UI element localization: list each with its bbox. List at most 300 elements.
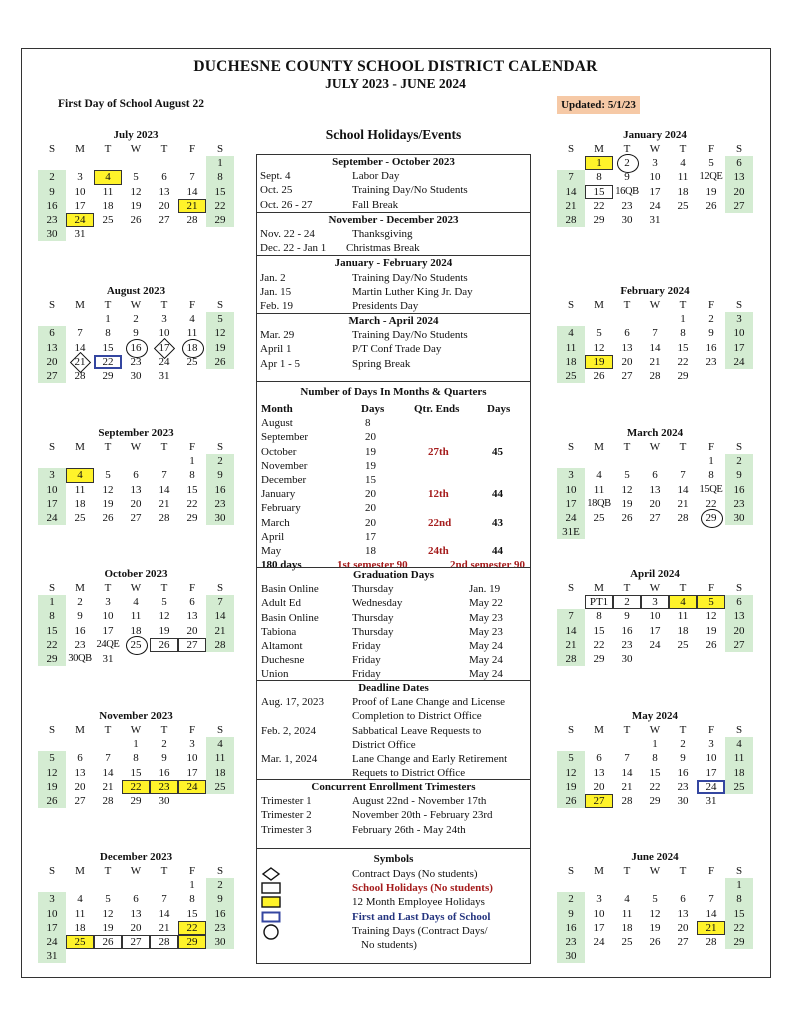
day-cell — [206, 227, 234, 241]
day-cell: 11 — [677, 171, 689, 184]
day-cell: 27 — [649, 511, 661, 524]
day-cell: 5 — [596, 327, 602, 340]
holiday-events-section — [257, 155, 530, 371]
quarter-end: 24th — [428, 544, 449, 557]
diamond-icon — [261, 867, 281, 881]
day-cell — [697, 525, 725, 539]
week-row — [38, 213, 234, 227]
week-row — [557, 935, 753, 949]
event-date: Oct. 25 — [260, 184, 293, 197]
weekday-label: W — [649, 582, 661, 594]
weekday-label: T — [679, 441, 687, 453]
weekday-label: T — [160, 865, 168, 877]
event-name: Training Day/No Students — [352, 271, 468, 284]
weekday-label: T — [160, 582, 168, 594]
day-cell: 20 — [38, 355, 66, 369]
day-cell: 5 — [652, 893, 658, 906]
day-cell: 6 — [133, 893, 139, 906]
day-cell: 25 — [122, 638, 150, 652]
weekday-label: M — [75, 724, 85, 736]
day-cell: 10 — [38, 907, 66, 921]
day-cell: 18 — [74, 921, 86, 934]
trimester-name: Trimester 1 — [261, 795, 312, 808]
day-cell: 29 — [130, 794, 142, 807]
quarter-end: 12th — [428, 488, 449, 501]
day-cell: 11 — [621, 907, 633, 920]
event-group — [257, 313, 530, 371]
day-cell: 26 — [206, 355, 234, 369]
day-cell: 17 — [186, 766, 198, 779]
day-cell: 11 — [725, 751, 753, 765]
day-cell — [725, 949, 753, 963]
day-cell — [697, 878, 725, 892]
day-cell: 17 — [557, 497, 585, 511]
week-row — [38, 312, 234, 326]
day-cell — [725, 213, 753, 227]
day-cell: 4 — [133, 596, 139, 609]
month-title: January 2024 — [623, 129, 687, 141]
day-cell — [725, 525, 753, 539]
day-cell: 16 — [158, 766, 170, 779]
symbol-training-row-2 — [257, 938, 530, 952]
day-cell: 16 — [621, 624, 633, 637]
event-group — [257, 255, 530, 313]
day-cell — [178, 227, 206, 241]
day-cell: 3 — [161, 313, 167, 326]
day-cell: 6 — [189, 596, 195, 609]
day-cell: 26 — [102, 511, 114, 524]
weekday-label: S — [735, 441, 743, 453]
event-name: Presidents Day — [352, 299, 419, 312]
day-cell: 23 — [725, 497, 753, 511]
weekday-label: T — [104, 582, 112, 594]
week-row — [38, 468, 234, 482]
day-cell: 30QB — [68, 652, 92, 664]
day-cell: 18 — [102, 199, 114, 212]
deadline-date: Feb. 2, 2024 — [261, 724, 316, 737]
day-cell: 24 — [178, 780, 206, 794]
day-cell — [94, 878, 122, 892]
day-cell: 14 — [621, 766, 633, 779]
day-cell: 11 — [593, 483, 605, 496]
day-cell: 16 — [725, 483, 753, 497]
day-cell: 25 — [557, 369, 585, 383]
day-cell: 5 — [38, 751, 66, 765]
week-row — [557, 780, 753, 794]
weekday-label: M — [594, 143, 604, 155]
day-cell: 17 — [649, 624, 661, 637]
day-cell: 15 — [593, 624, 605, 637]
day-cell: 12 — [102, 483, 114, 496]
weekday-label: W — [130, 582, 142, 594]
school-name: Altamont — [261, 639, 303, 652]
day-cell: 9 — [133, 327, 139, 340]
event-name: Thanksgiving — [352, 227, 413, 240]
week-row — [38, 355, 234, 369]
day-cell: 27 — [725, 199, 753, 213]
grad-date: May 24 — [469, 654, 503, 667]
day-cell: 16 — [74, 624, 86, 637]
week-row — [557, 454, 753, 468]
day-cell: 19 — [158, 624, 170, 637]
day-cell — [150, 156, 178, 170]
month-name: November — [261, 459, 308, 472]
month-days: 17 — [365, 530, 376, 543]
day-cell: 20 — [621, 355, 633, 368]
day-cell: 29 — [649, 794, 661, 807]
month-days: 8 — [365, 417, 371, 430]
weekday-label: M — [75, 143, 85, 155]
weekday-label: T — [160, 724, 168, 736]
month-days: 20 — [365, 516, 376, 529]
event-date: Apr 1 - 5 — [260, 357, 301, 370]
day-cell: 3 — [105, 596, 111, 609]
day-cell: 28 — [206, 638, 234, 652]
weekday-label: S — [48, 724, 56, 736]
weekday-label: T — [104, 143, 112, 155]
day-cell — [669, 213, 697, 227]
day-cell: 25 — [621, 935, 633, 948]
grad-date: May 23 — [469, 625, 503, 638]
month-name: August — [261, 417, 293, 430]
week-row — [557, 185, 753, 199]
day-cell: 18 — [74, 497, 86, 510]
weekday-label: M — [75, 441, 85, 453]
trimester-dates: February 26th - May 24th — [352, 823, 466, 836]
day-cell: 29 — [206, 213, 234, 227]
weekday-header — [557, 298, 753, 312]
week-row — [557, 624, 753, 638]
day-cell: 18 — [206, 766, 234, 780]
day-cell — [178, 156, 206, 170]
day-cell: 8 — [596, 610, 602, 623]
day-cell: 2 — [708, 313, 714, 326]
grad-date: May 23 — [469, 611, 503, 624]
weekday-label: W — [130, 143, 142, 155]
grad-date: May 24 — [469, 668, 503, 681]
day-cell: 4 — [77, 893, 83, 906]
day-cell: 27 — [725, 638, 753, 652]
weekday-label: W — [649, 724, 661, 736]
day-cell: 27 — [621, 369, 633, 382]
table-row — [257, 653, 530, 667]
weekday-label: M — [75, 299, 85, 311]
col-days-2: Days — [487, 403, 511, 415]
weekday-label: F — [188, 865, 196, 877]
weekday-header — [38, 440, 234, 454]
week-row — [557, 497, 753, 511]
day-cell: 7 — [557, 170, 585, 184]
day-cell: 24 — [557, 511, 585, 525]
day-cell — [697, 369, 725, 383]
grad-weekday: Friday — [352, 654, 381, 667]
day-cell: 12 — [557, 766, 585, 780]
day-cell — [94, 949, 122, 963]
day-cell — [613, 878, 641, 892]
week-row — [557, 892, 753, 906]
day-cell: 4 — [66, 468, 94, 482]
weekday-header — [557, 864, 753, 878]
day-cell: 6 — [596, 752, 602, 765]
day-cell: 13 — [649, 483, 661, 496]
month-name: February — [261, 502, 301, 515]
week-row — [38, 454, 234, 468]
day-cell: 10 — [74, 185, 86, 198]
day-cell: 29 — [593, 652, 605, 665]
day-cell: 21 — [66, 355, 94, 369]
day-cell — [94, 454, 122, 468]
week-row — [557, 595, 753, 609]
weekday-label: T — [623, 724, 631, 736]
day-cell: 9 — [557, 907, 585, 921]
week-row — [557, 156, 753, 170]
day-cell — [641, 878, 669, 892]
month-name: January — [261, 488, 296, 501]
day-cell: 25 — [206, 780, 234, 794]
day-cell: 3 — [38, 468, 66, 482]
day-cell: 25 — [186, 355, 198, 368]
day-cell: 13 — [621, 341, 633, 354]
day-cell — [150, 227, 178, 241]
weekday-label: S — [216, 865, 224, 877]
symbol-firstlast-row — [257, 910, 530, 924]
weekday-header — [557, 723, 753, 737]
day-cell: 20 — [158, 199, 170, 212]
day-cell: 13 — [74, 766, 86, 779]
day-cell: 31 — [158, 369, 170, 382]
month-title: August 2023 — [106, 285, 166, 297]
school-name: Duchesne — [261, 654, 305, 667]
day-cell: 18 — [725, 766, 753, 780]
week-row — [38, 751, 234, 765]
day-cell: 31 — [38, 949, 66, 963]
month-title: December 2023 — [99, 851, 173, 863]
updated-badge: Updated: 5/1/23 — [557, 96, 640, 114]
day-cell — [557, 595, 585, 609]
day-cell: 21 — [206, 624, 234, 638]
event-row — [257, 328, 530, 342]
day-cell — [641, 949, 669, 963]
day-cell: 10 — [557, 483, 585, 497]
day-cell: 8 — [133, 752, 139, 765]
day-cell — [206, 949, 234, 963]
day-cell: 17 — [102, 624, 114, 637]
day-cell — [585, 737, 613, 751]
weekday-label: S — [48, 441, 56, 453]
day-cell: 15 — [677, 341, 689, 354]
day-cell: 22 — [649, 780, 661, 793]
day-cell — [122, 156, 150, 170]
day-cell: 4 — [557, 326, 585, 340]
week-row — [38, 341, 234, 355]
day-cell: 17 — [593, 921, 605, 934]
table-row — [257, 724, 530, 738]
day-cell: 30 — [38, 227, 66, 241]
day-cell — [122, 454, 150, 468]
day-cell: 20 — [130, 921, 142, 934]
school-name: Adult Ed — [261, 597, 302, 610]
day-cell: 11 — [74, 483, 86, 496]
weekday-label: W — [130, 299, 142, 311]
day-cell: 9 — [77, 610, 83, 623]
day-cell: 28 — [150, 935, 178, 949]
day-cell: 30 — [725, 511, 753, 525]
day-cell: 19 — [206, 341, 234, 355]
week-row — [557, 369, 753, 383]
weekday-label: S — [48, 299, 56, 311]
month-name: September — [261, 431, 309, 444]
month-title: October 2023 — [104, 568, 168, 580]
day-cell: 15 — [186, 483, 198, 496]
day-cell: 21 — [158, 497, 170, 510]
day-cell: 4 — [725, 737, 753, 751]
week-row — [557, 468, 753, 482]
day-cell: 30 — [557, 949, 585, 963]
event-group-heading: November - December 2023 — [328, 213, 459, 226]
weekday-header — [557, 581, 753, 595]
day-cell: 5 — [133, 171, 139, 184]
day-cell: 1 — [189, 879, 195, 892]
day-cell: 2 — [161, 738, 167, 751]
weekday-header — [38, 581, 234, 595]
day-cell: 1 — [38, 595, 66, 609]
day-cell: 26 — [557, 794, 585, 808]
day-cell: 24 — [697, 780, 725, 794]
month-calendar — [38, 129, 234, 241]
day-cell — [66, 312, 94, 326]
day-cell: 14 — [677, 483, 689, 496]
day-cell — [669, 878, 697, 892]
days-col-headers — [257, 402, 530, 416]
week-row — [38, 595, 234, 609]
event-row — [257, 342, 530, 356]
event-row — [257, 227, 530, 241]
day-cell — [641, 454, 669, 468]
symbol-employee-label: 12 Month Employee Holidays — [352, 896, 485, 909]
day-cell: 28 — [677, 511, 689, 524]
day-cell: 25 — [66, 935, 94, 949]
day-cell — [66, 737, 94, 751]
month-calendar — [557, 129, 753, 227]
day-cell: 11 — [74, 907, 86, 920]
month-days: 20 — [365, 488, 376, 501]
day-cell — [613, 737, 641, 751]
day-cell: 19 — [102, 921, 114, 934]
day-cell — [613, 949, 641, 963]
quarter-days: 44 — [492, 544, 503, 557]
day-cell: 20 — [130, 497, 142, 510]
symbol-contract-label: Contract Days (No students) — [352, 868, 478, 880]
day-cell — [641, 312, 669, 326]
day-cell: 27 — [38, 369, 66, 383]
day-cell — [725, 652, 753, 666]
total-days: 180 days — [261, 559, 302, 572]
day-cell: 7 — [105, 752, 111, 765]
weekday-header — [38, 723, 234, 737]
day-cell: 22 — [178, 921, 206, 935]
day-cell: 28 — [705, 935, 717, 948]
day-cell: 29 — [593, 213, 605, 226]
day-cell — [38, 737, 66, 751]
weekday-label: F — [707, 582, 715, 594]
event-row — [257, 285, 530, 299]
day-cell: 2 — [725, 454, 753, 468]
event-name: Martin Luther King Jr. Day — [352, 285, 473, 298]
event-group-heading: March - April 2024 — [348, 315, 439, 328]
day-cell: 1 — [708, 455, 714, 468]
week-row — [557, 638, 753, 652]
day-cell: 28 — [649, 369, 661, 382]
month-days: 19 — [365, 459, 376, 472]
event-name: Spring Break — [352, 357, 411, 370]
weekday-label: M — [594, 582, 604, 594]
table-row — [257, 516, 530, 530]
week-row — [557, 483, 753, 497]
day-cell: 7 — [652, 327, 658, 340]
month-calendar — [557, 427, 753, 539]
weekday-label: F — [707, 299, 715, 311]
day-cell: 14 — [158, 483, 170, 496]
table-row — [257, 487, 530, 501]
table-row — [257, 459, 530, 473]
day-cell: 19 — [130, 199, 142, 212]
deadline-rows — [257, 695, 530, 780]
day-cell: 25 — [725, 780, 753, 794]
week-row — [38, 892, 234, 906]
day-cell — [94, 737, 122, 751]
day-cell: 22 — [677, 355, 689, 368]
week-row — [557, 525, 753, 539]
symbol-training-row — [257, 924, 530, 938]
day-cell: 15 — [130, 766, 142, 779]
day-cell: 18 — [677, 185, 689, 198]
day-cell: 23 — [74, 638, 86, 651]
day-cell: 18QB — [587, 497, 611, 509]
day-cell: 30 — [621, 652, 633, 665]
day-cell: 9 — [708, 327, 714, 340]
month-days: 20 — [365, 431, 376, 444]
day-cell: 1 — [133, 738, 139, 751]
weekday-label: S — [567, 724, 575, 736]
week-row — [38, 483, 234, 497]
day-cell: 15 — [725, 907, 753, 921]
event-group — [257, 155, 530, 212]
day-cell — [557, 737, 585, 751]
weekday-label: S — [735, 724, 743, 736]
week-row — [557, 907, 753, 921]
day-cell: 22 — [705, 497, 717, 510]
second-semester: 2nd semester 90 — [450, 559, 525, 572]
day-cell: 8 — [189, 469, 195, 482]
day-cell: 20 — [725, 185, 753, 199]
day-cell: 4 — [680, 157, 686, 170]
day-cell: 11 — [130, 610, 142, 623]
quarter-days: 45 — [492, 445, 503, 458]
day-cell: 3 — [641, 595, 669, 609]
event-row — [257, 169, 530, 183]
day-cell: 6 — [652, 469, 658, 482]
day-cell: 3 — [708, 738, 714, 751]
symbol-holiday-label: School Holidays (No students) — [352, 882, 493, 895]
symbol-holiday-row — [257, 881, 530, 895]
weekday-label: S — [216, 299, 224, 311]
day-cell: 21 — [621, 780, 633, 793]
day-cell: 24 — [158, 355, 170, 368]
day-cell: 29 — [186, 511, 198, 524]
weekday-label: T — [104, 724, 112, 736]
week-row — [38, 907, 234, 921]
grad-date: Jan. 19 — [469, 583, 501, 596]
